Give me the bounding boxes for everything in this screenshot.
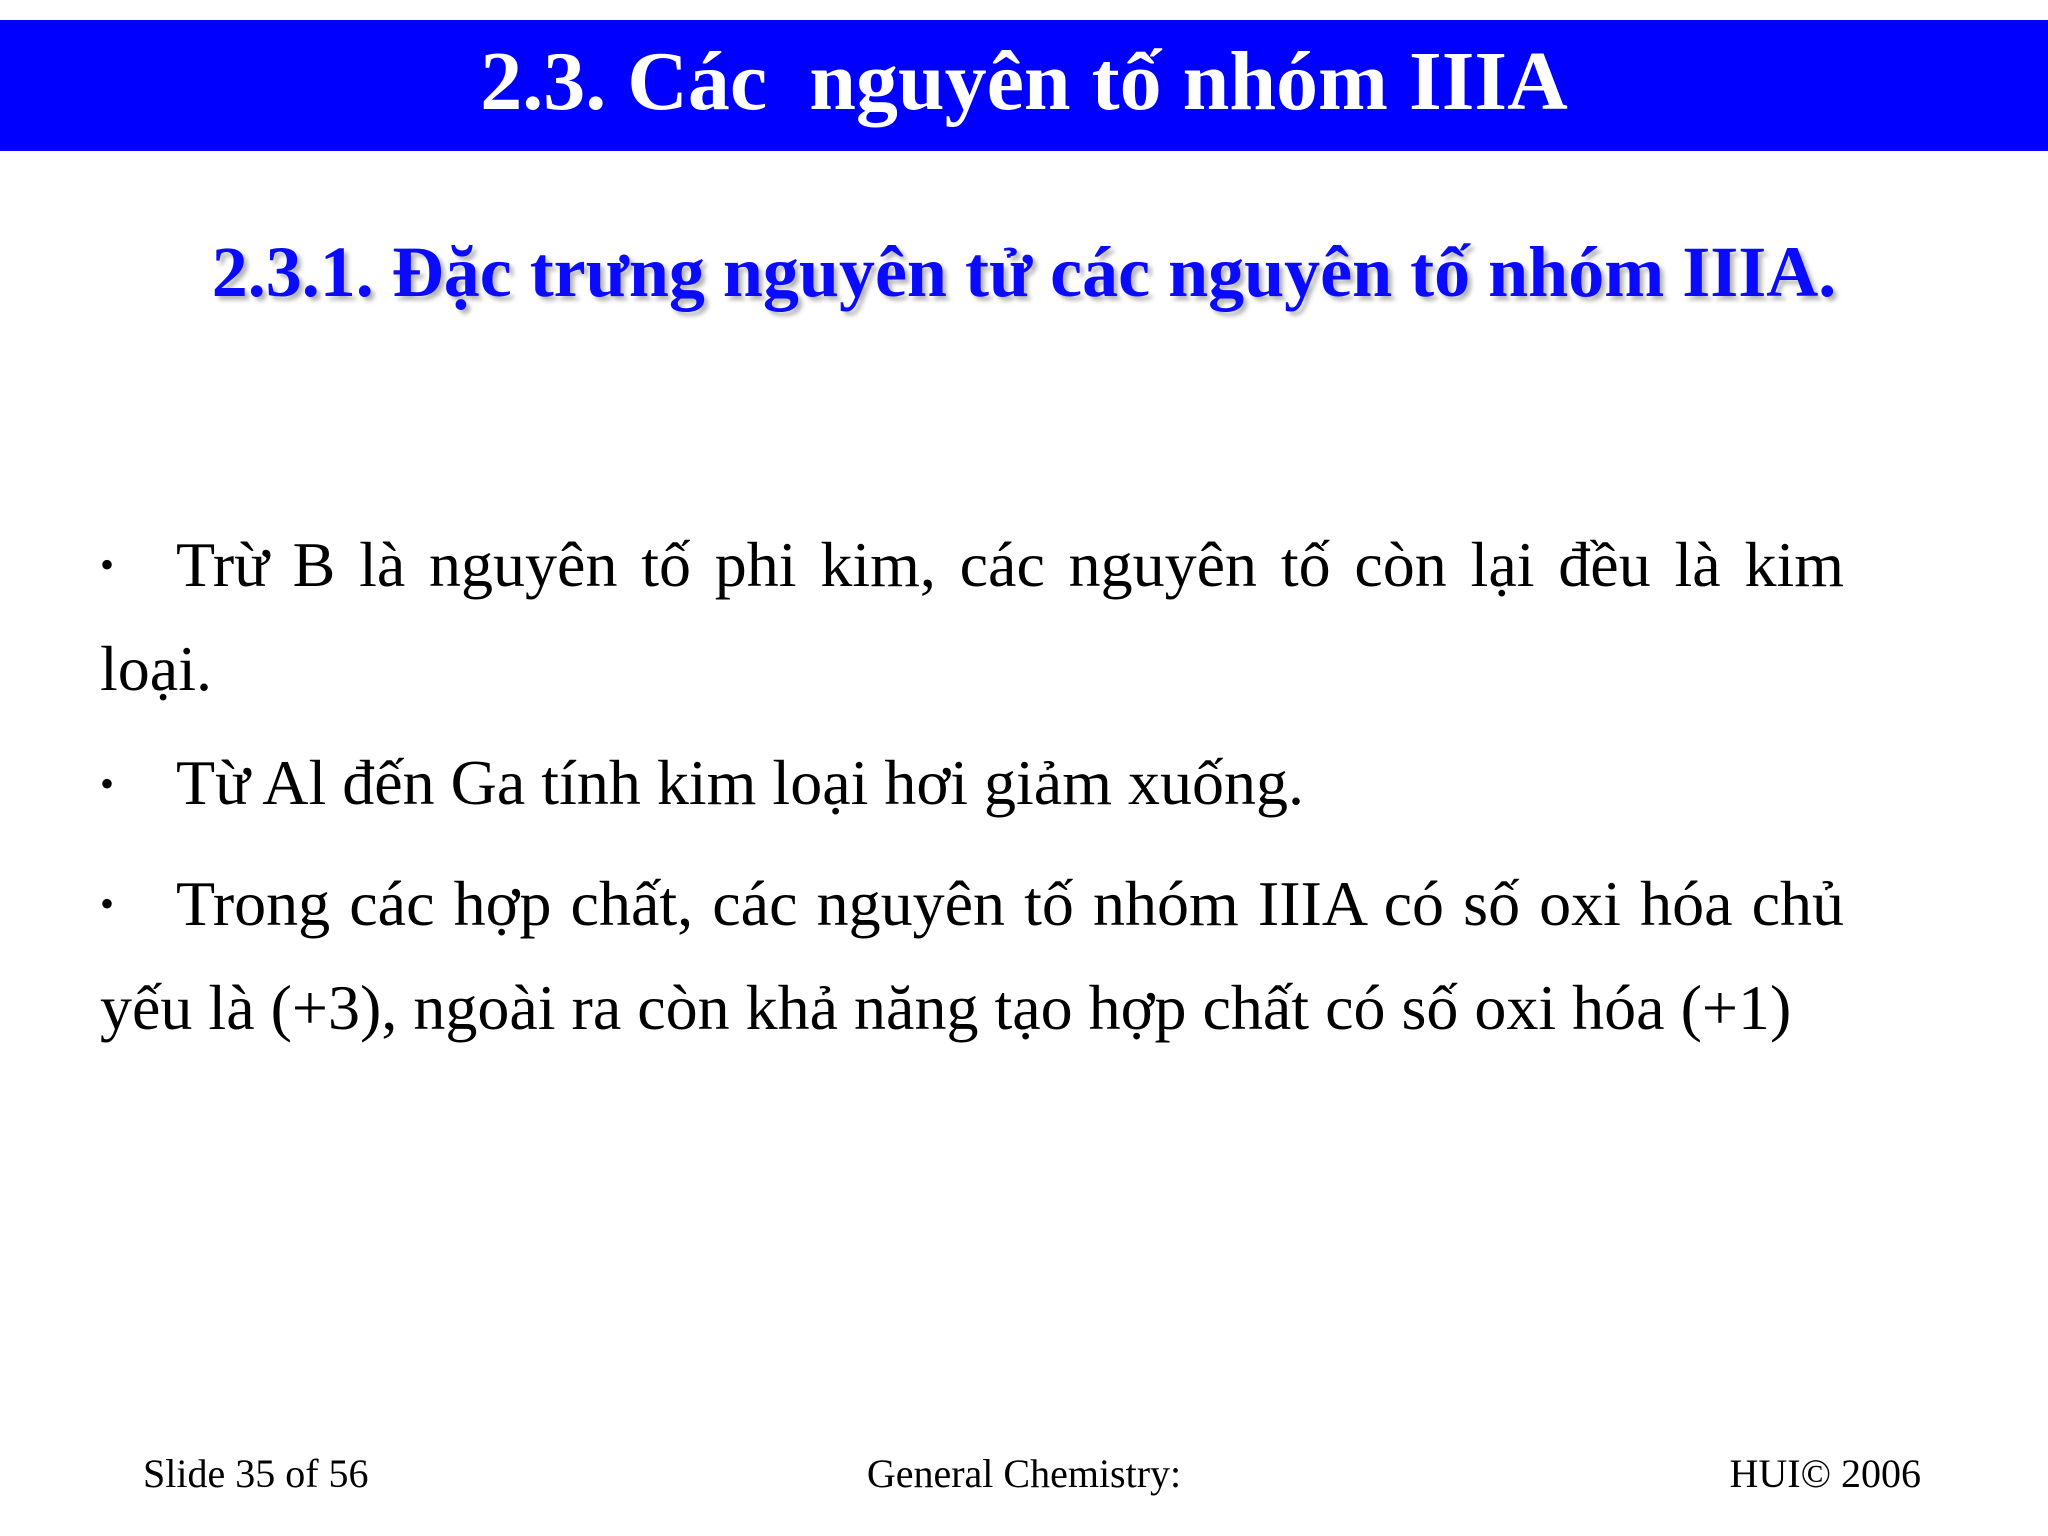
- title-bar: [0, 20, 2048, 151]
- bullet-dot-icon: •: [100, 542, 115, 588]
- bullet-text: Từ Al đến Ga tính kim loại hơi giảm xuống.: [176, 747, 1304, 819]
- bullet-dot-icon: •: [100, 760, 115, 806]
- slide-title: 2.3. Các nguyên tố nhóm IIIA: [480, 34, 1568, 128]
- course-name: General Chemistry:: [866, 1451, 1182, 1496]
- bullet-dot-icon: •: [100, 880, 115, 926]
- slide-number: Slide 35 of 56: [143, 1451, 369, 1496]
- bullet-item: [100, 516, 1844, 718]
- bullet-item: [100, 734, 1844, 838]
- bullet-text: Trừ B là nguyên tố phi kim, các nguyên tố còn lại đều là kim loại.: [100, 529, 1844, 705]
- slide-subtitle: 2.3.1. Đặc trưng nguyên tử các nguyên tố nhóm IIIA.: [211, 232, 1837, 312]
- bullet-text: Trong các hợp chất, các nguyên tố nhóm IIIA có số oxi hóa chủ yếu là (+3), ngoài ra còn khả năng tạo hợp chất có số oxi hóa (+1): [100, 867, 1844, 1043]
- bullet-item: [100, 855, 1844, 1057]
- bullet-list: [100, 516, 1844, 1073]
- copyright: HUI© 2006: [1729, 1451, 1921, 1496]
